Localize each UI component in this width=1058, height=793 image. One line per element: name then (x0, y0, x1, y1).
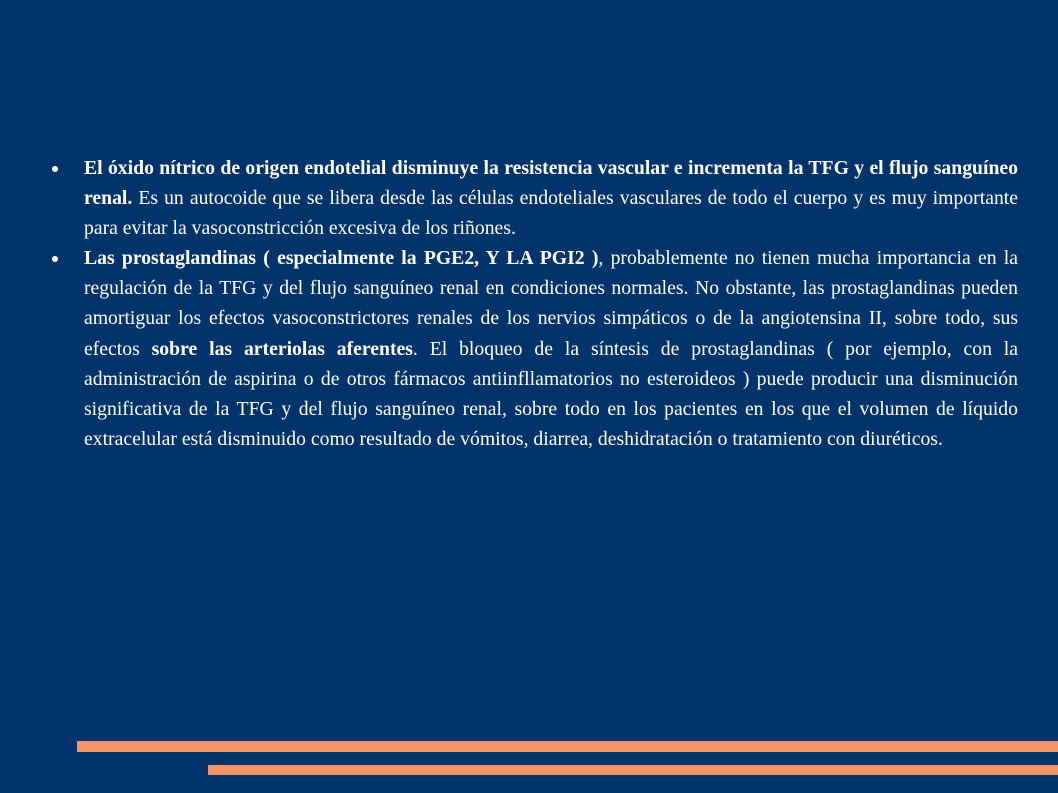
body-text: . El bloqueo de la síntesis de prostaglandinas ( por ejemplo, con la administración de aspirina o de otros fármacos antiinfllamatorios no esteroideos ) puede producir una disminución significativa de la TFG y del flujo sanguíneo renal, sobre todo en los pacientes en los que el volumen de líquido extracelular está disminuido como resultado de vómitos, diarrea, deshidratación o tratamiento con diuréticos. (84, 337, 1019, 450)
decorative-bar-top (77, 741, 1058, 752)
body-text: , probablemente no tienen mucha importancia en la regulación de la TFG y del flujo sanguíneo renal en condiciones normales. No obstante, las prostaglandinas pueden amortiguar los efectos vasoconstrictores renales de los nervios simpáticos o de la angiotensina II, sobre todo, sus efectos (84, 247, 1018, 360)
bullet-item-prostaglandins (50, 243, 1018, 454)
slide-content (50, 153, 1018, 454)
bold-phrase: sobre las arteriolas aferentes (151, 337, 413, 360)
bullet-text (84, 157, 1018, 239)
bullet-item-nitric-oxide (50, 153, 1018, 243)
bullet-text (84, 247, 1018, 450)
bold-phrase: El óxido nítrico de origen endotelial disminuye la resistencia vascular e incrementa la TFG y el flujo sanguíneo renal. (84, 157, 1018, 210)
bold-phrase: Las prostaglandinas ( especialmente la PGE2, Y LA PGI2 ) (84, 247, 599, 270)
body-text: Es un autocoide que se libera desde las células endoteliales vasculares de todo el cuerpo y es muy importante para evitar la vasoconstricción excesiva de los riñones. (84, 187, 1018, 240)
bullet-dot-icon (52, 256, 58, 262)
decorative-bar-bottom (208, 765, 1058, 775)
bullet-dot-icon (52, 166, 58, 172)
